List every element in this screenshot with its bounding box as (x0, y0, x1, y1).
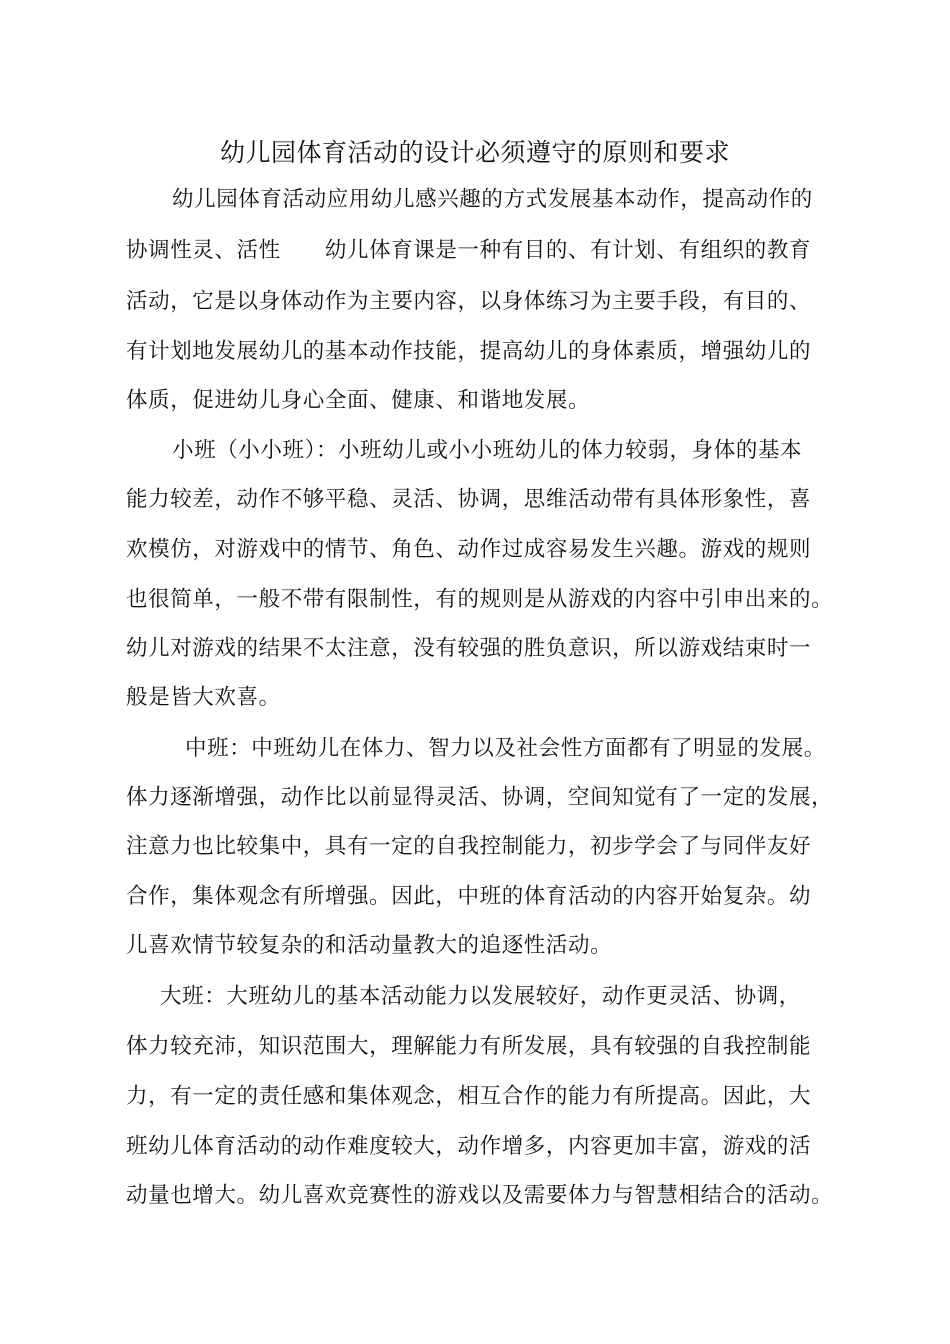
paragraph-4-line-1: 大班：大班幼儿的基本活动能力以发展较好，动作更灵活、协调， (160, 984, 801, 1009)
paragraph-1-line-2: 协调性灵、活性 幼儿体育课是一种有目的、有计划、有组织的教育 (126, 238, 812, 263)
paragraph-1-line-1: 幼儿园体育活动应用幼儿感兴趣的方式发展基本动作，提高动作的 (172, 187, 813, 212)
paragraph-4-line-2: 体力较充沛，知识范围大，理解能力有所发展，具有较强的自我控制能 (126, 1034, 812, 1059)
paragraph-3-line-3: 注意力也比较集中，具有一定的自我控制能力，初步学会了与同伴友好 (126, 834, 812, 859)
paragraph-4-line-4: 班幼儿体育活动的动作难度较大，动作增多，内容更加丰富，游戏的活 (126, 1134, 812, 1159)
paragraph-2-line-2: 能力较差，动作不够平稳、灵活、协调，思维活动带有具体形象性，喜 (126, 487, 812, 512)
paragraph-3-line-5: 儿喜欢情节较复杂的和活动量教大的追逐性活动。 (126, 933, 613, 958)
paragraph-2-line-4: 也很简单，一般不带有限制性，有的规则是从游戏的内容中引申出来的。 (126, 587, 834, 612)
paragraph-2-line-6: 般是皆大欢喜。 (126, 685, 281, 710)
paragraph-4-line-5: 动量也增大。幼儿喜欢竞赛性的游戏以及需要体力与智慧相结合的活动。 (126, 1183, 834, 1208)
paragraph-3-line-2: 体力逐渐增强，动作比以前显得灵活、协调，空间知觉有了一定的发展， (126, 785, 834, 810)
paragraph-1-line-5: 体质，促进幼儿身心全面、健康、和谐地发展。 (126, 388, 591, 413)
paragraph-1-line-4: 有计划地发展幼儿的基本动作技能，提高幼儿的身体素质，增强幼儿的 (126, 339, 812, 364)
paragraph-2-line-3: 欢模仿，对游戏中的情节、角色、动作过成容易发生兴趣。游戏的规则 (126, 537, 812, 562)
paragraph-3-line-4: 合作，集体观念有所增强。因此，中班的体育活动的内容开始复杂。幼 (126, 884, 812, 909)
paragraph-2-line-1: 小班（小小班）：小班幼儿或小小班幼儿的体力较弱，身体的基本 (172, 438, 803, 463)
paragraph-1-line-3: 活动，它是以身体动作为主要内容，以身体练习为主要手段，有目的、 (126, 289, 812, 314)
paragraph-4-line-3: 力，有一定的责任感和集体观念，相互合作的能力有所提高。因此，大 (126, 1084, 812, 1109)
paragraph-2-line-5: 幼儿对游戏的结果不太注意，没有较强的胜负意识，所以游戏结束时一 (126, 636, 812, 661)
paragraph-3-line-1: 中班：中班幼儿在体力、智力以及社会性方面都有了明显的发展。 (185, 736, 826, 761)
document-title: 幼儿园体育活动的设计必须遵守的原则和要求 (219, 138, 730, 167)
